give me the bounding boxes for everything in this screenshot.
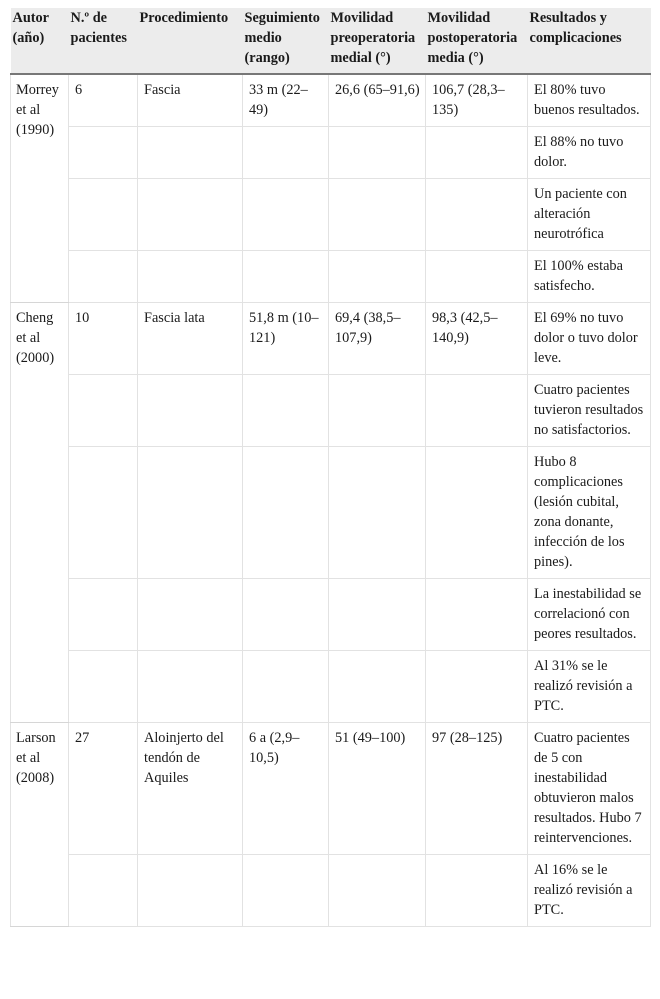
header-row [11,8,651,74]
cell-pacientes [69,651,138,723]
cell-procedimiento: Fascia lata [138,303,243,375]
cell-movilidad-post [426,179,528,251]
cell-movilidad-post [426,251,528,303]
cell-seguimiento [243,251,329,303]
cell-resultado: Al 16% se le realizó revisión a PTC. [528,855,651,927]
cell-movilidad-pre [329,127,426,179]
table-row [11,74,651,127]
cell-movilidad-pre [329,179,426,251]
results-table [10,8,651,927]
table-row [11,723,651,855]
cell-movilidad-pre: 69,4 (38,5–107,9) [329,303,426,375]
cell-procedimiento [138,579,243,651]
table-row [11,303,651,375]
cell-seguimiento [243,855,329,927]
cell-resultado: Un paciente con alteración neurotrófica [528,179,651,251]
cell-seguimiento [243,179,329,251]
cell-pacientes [69,179,138,251]
cell-seguimiento [243,579,329,651]
cell-movilidad-pre [329,651,426,723]
cell-procedimiento [138,651,243,723]
cell-seguimiento [243,127,329,179]
cell-autor: Morrey et al (1990) [11,74,69,303]
cell-resultado: La inestabilidad se correlacionó con peores resultados. [528,579,651,651]
cell-procedimiento [138,855,243,927]
table-row [11,127,651,179]
cell-resultado: El 88% no tuvo dolor. [528,127,651,179]
cell-pacientes [69,127,138,179]
cell-movilidad-pre [329,447,426,579]
cell-seguimiento [243,375,329,447]
cell-procedimiento [138,375,243,447]
cell-movilidad-post [426,127,528,179]
table-body [11,74,651,927]
cell-procedimiento: Fascia [138,74,243,127]
header-seguimiento: Seguimiento medio (rango) [243,8,329,74]
cell-pacientes [69,579,138,651]
cell-seguimiento: 6 a (2,9–10,5) [243,723,329,855]
cell-movilidad-pre [329,855,426,927]
cell-movilidad-post [426,375,528,447]
table-row [11,375,651,447]
cell-autor: Larson et al (2008) [11,723,69,927]
cell-movilidad-pre [329,251,426,303]
cell-pacientes: 6 [69,74,138,127]
cell-movilidad-post [426,651,528,723]
cell-seguimiento [243,447,329,579]
cell-resultado: Al 31% se le realizó revisión a PTC. [528,651,651,723]
table-row [11,447,651,579]
cell-pacientes [69,855,138,927]
header-movilidad-post: Movilidad postoperatoria media (°) [426,8,528,74]
cell-procedimiento [138,127,243,179]
cell-pacientes: 27 [69,723,138,855]
cell-movilidad-pre: 26,6 (65–91,6) [329,74,426,127]
cell-movilidad-post [426,447,528,579]
table-row [11,651,651,723]
cell-movilidad-post [426,579,528,651]
cell-pacientes: 10 [69,303,138,375]
table-row [11,855,651,927]
table-row [11,251,651,303]
cell-movilidad-pre [329,375,426,447]
cell-resultado: El 69% no tuvo dolor o tuvo dolor leve. [528,303,651,375]
header-pacientes: N.º de pacientes [69,8,138,74]
cell-procedimiento [138,179,243,251]
cell-resultado: El 100% estaba satisfecho. [528,251,651,303]
cell-resultado: Cuatro pacientes tuvieron resultados no satisfactorios. [528,375,651,447]
header-resultados: Resultados y complicaciones [528,8,651,74]
cell-resultado: Hubo 8 complicaciones (lesión cubital, zona donante, infección de los pines). [528,447,651,579]
cell-seguimiento [243,651,329,723]
cell-movilidad-post [426,855,528,927]
cell-procedimiento: Aloinjerto del tendón de Aquiles [138,723,243,855]
table-header [11,8,651,74]
table-row [11,579,651,651]
cell-movilidad-post: 97 (28–125) [426,723,528,855]
cell-resultado: El 80% tuvo buenos resultados. [528,74,651,127]
cell-movilidad-pre [329,579,426,651]
cell-movilidad-pre: 51 (49–100) [329,723,426,855]
cell-procedimiento [138,447,243,579]
cell-movilidad-post: 98,3 (42,5–140,9) [426,303,528,375]
cell-movilidad-post: 106,7 (28,3–135) [426,74,528,127]
cell-procedimiento [138,251,243,303]
cell-seguimiento: 51,8 m (10–121) [243,303,329,375]
cell-autor: Cheng et al (2000) [11,303,69,723]
header-procedimiento: Procedimiento [138,8,243,74]
cell-pacientes [69,447,138,579]
header-autor: Autor (año) [11,8,69,74]
cell-pacientes [69,375,138,447]
cell-resultado: Cuatro pacientes de 5 con inestabilidad obtuvieron malos resultados. Hubo 7 reintervenciones. [528,723,651,855]
cell-pacientes [69,251,138,303]
header-movilidad-pre: Movilidad preoperatoria medial (°) [329,8,426,74]
cell-seguimiento: 33 m (22–49) [243,74,329,127]
table-row [11,179,651,251]
